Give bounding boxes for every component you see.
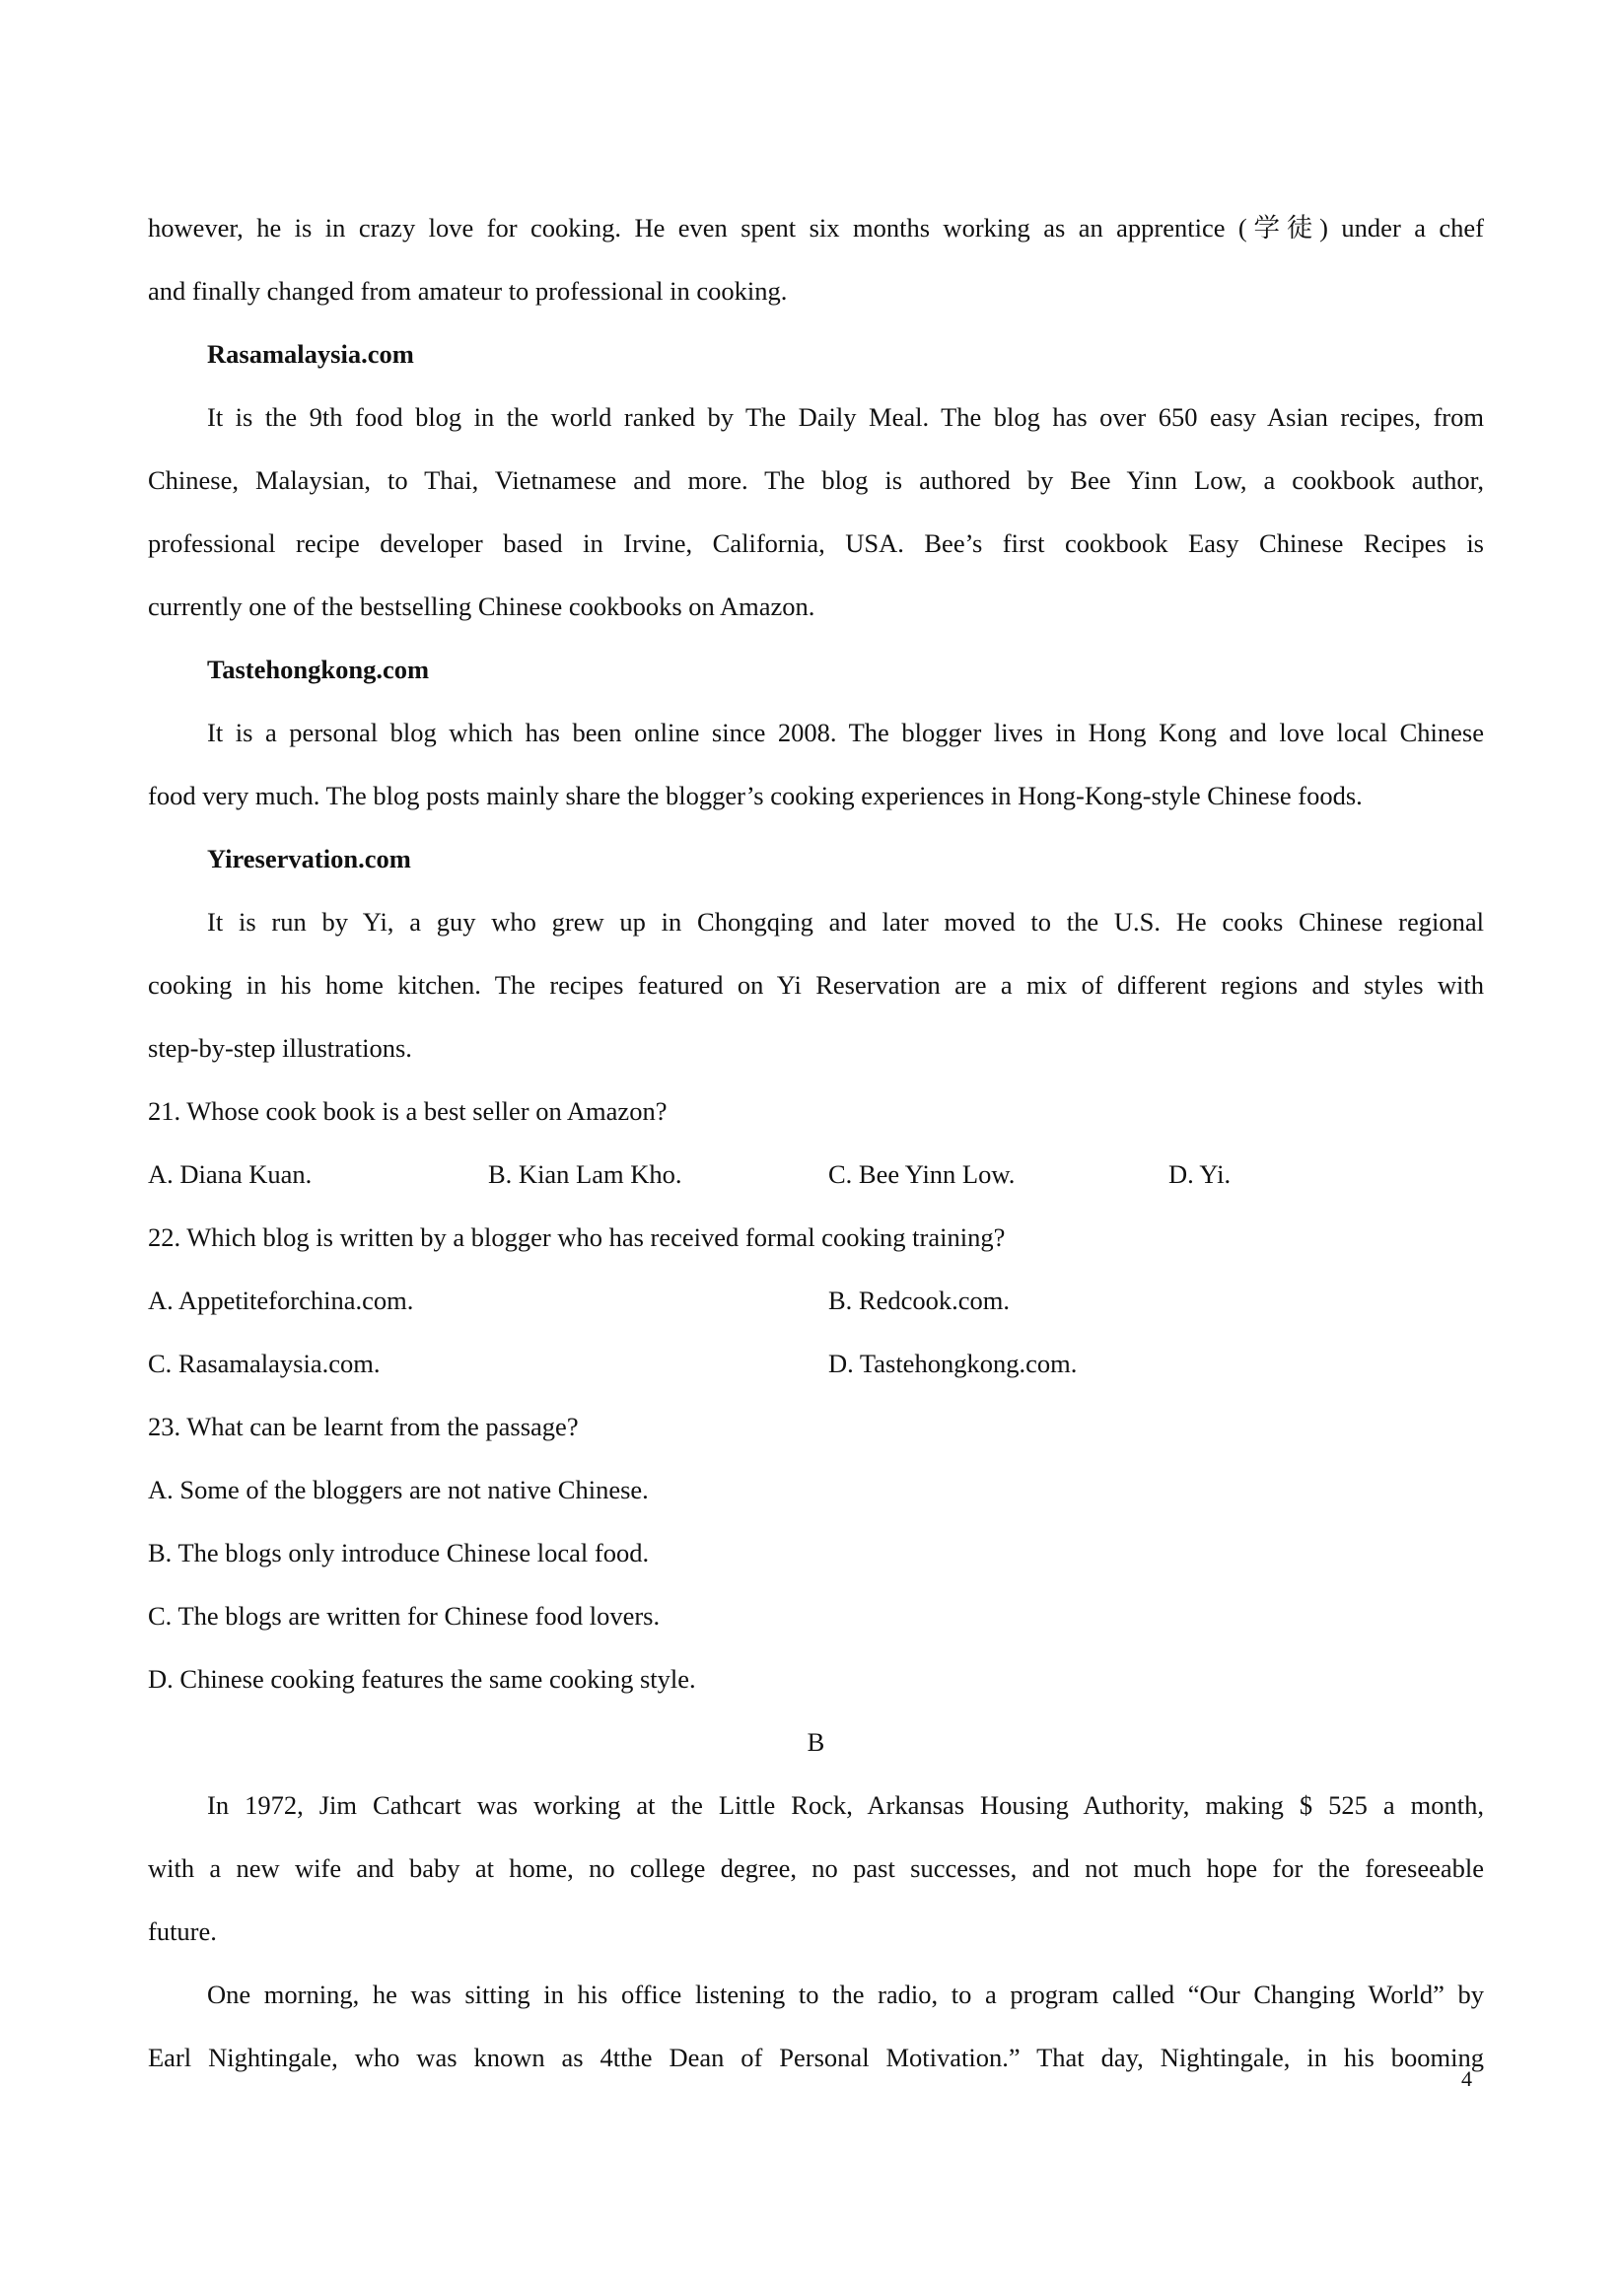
question-22-option-b: B. Redcook.com. [828,1286,1010,1315]
passage-b-p2-line-2: Earl Nightingale, who was known as 4tthe Dean of Personal Motivation.” That day, Nightingale, in his booming [148,2043,1484,2072]
blog-rasamalaysia-line-1: It is the 9th food blog in the world ranked by The Daily Meal. The blog has over 650 easy Asian recipes, from [207,402,1484,432]
blog-yireservation-line-3: step-by-step illustrations. [148,1033,412,1063]
intro-line-1: however, he is in crazy love for cooking. He even spent six months working as an apprentice (学徒) under a chef [148,213,1484,243]
question-21-stem: 21. Whose cook book is a best seller on Amazon? [148,1096,668,1126]
question-23-stem: 23. What can be learnt from the passage? [148,1412,579,1441]
blog-heading-yireservation: Yireservation.com [207,844,411,873]
blog-tastehongkong-line-1: It is a personal blog which has been online since 2008. The blogger lives in Hong Kong and love local Chinese [207,718,1484,747]
question-23-option-b: B. The blogs only introduce Chinese local food. [148,1538,650,1567]
passage-b-p2-line-1: One morning, he was sitting in his office listening to the radio, to a program called “Our Changing World” by [207,1980,1484,2009]
blog-heading-rasamalaysia: Rasamalaysia.com [207,339,414,369]
blog-heading-tastehongkong: Tastehongkong.com [207,655,430,684]
question-21-option-a: A. Diana Kuan. [148,1159,313,1189]
intro-line-2: and finally changed from amateur to professional in cooking. [148,276,788,306]
passage-b-p1-line-3: future. [148,1916,217,1946]
question-23-option-d: D. Chinese cooking features the same cooking style. [148,1664,696,1694]
question-23-option-c: C. The blogs are written for Chinese food lovers. [148,1601,661,1631]
blog-rasamalaysia-line-2: Chinese, Malaysian, to Thai, Vietnamese and more. The blog is authored by Bee Yinn Low, a cookbook author, [148,465,1484,495]
passage-b-label: B [807,1727,825,1757]
question-21-option-b: B. Kian Lam Kho. [488,1159,682,1189]
question-21-option-d: D. Yi. [1168,1159,1232,1189]
question-22-option-c: C. Rasamalaysia.com. [148,1349,381,1378]
blog-yireservation-line-2: cooking in his home kitchen. The recipes featured on Yi Reservation are a mix of different regions and styles with [148,970,1484,1000]
blog-yireservation-line-1: It is run by Yi, a guy who grew up in Chongqing and later moved to the U.S. He cooks Chinese regional [207,907,1484,937]
question-21-option-c: C. Bee Yinn Low. [828,1159,1016,1189]
question-23-option-a: A. Some of the bloggers are not native Chinese. [148,1475,649,1504]
question-22-option-a: A. Appetiteforchina.com. [148,1286,414,1315]
question-22-option-d: D. Tastehongkong.com. [828,1349,1078,1378]
passage-b-p1-line-1: In 1972, Jim Cathcart was working at the Little Rock, Arkansas Housing Authority, making $ 525 a month, [207,1790,1484,1820]
page-number: 4 [1461,2066,1472,2091]
blog-tastehongkong-line-2: food very much. The blog posts mainly share the blogger’s cooking experiences in Hong-Kong-style Chinese foods. [148,781,1363,810]
blog-rasamalaysia-line-3: professional recipe developer based in Irvine, California, USA. Bee’s first cookbook Easy Chinese Recipes is [148,528,1484,558]
passage-b-p1-line-2: with a new wife and baby at home, no college degree, no past successes, and not much hope for the foreseeable [148,1853,1484,1883]
blog-rasamalaysia-line-4: currently one of the bestselling Chinese cookbooks on Amazon. [148,591,815,621]
question-22-stem: 22. Which blog is written by a blogger who has received formal cooking training? [148,1222,1006,1252]
